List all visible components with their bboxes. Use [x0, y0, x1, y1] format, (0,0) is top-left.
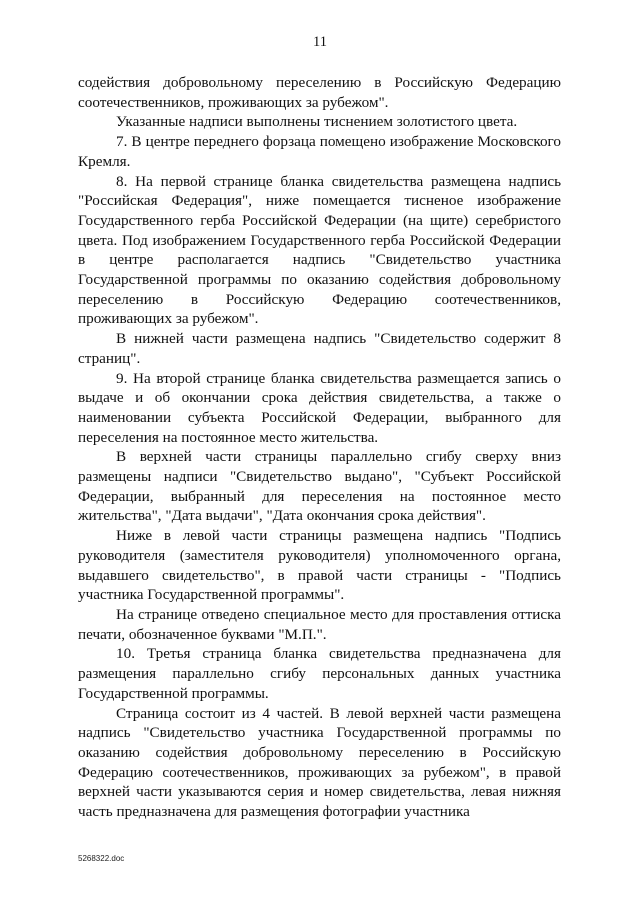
paragraph-stamp-place: На странице отведено специальное место для проставления оттиска печати, обозначенное буквами "М.П.". — [78, 605, 561, 643]
document-body — [78, 73, 561, 822]
paragraph-signatures: Ниже в левой части страницы размещена надпись "Подпись руководителя (заместителя руководителя) уполномоченного органа, выдавшего свидетельство", в правой части страницы - "Подпись участника Государственной программы". — [78, 527, 561, 604]
paragraph-upper-inscriptions: В верхней части страницы параллельно сгибу сверху вниз размещены надписи "Свидетельство выдано", "Субъект Российской Федерации, выбранный для переселения на постоянное место жительства", "Дата выдачи", "Дата окончания срока действия". — [78, 448, 561, 525]
page-number: 11 — [313, 34, 327, 50]
paragraph-item-7: 7. В центре переднего форзаца помещено изображение Московского Кремля. — [78, 133, 561, 170]
document-file-reference: 5268322.doc — [78, 854, 125, 863]
paragraph-item-9: 9. На второй странице бланка свидетельства размещается запись о выдаче и об окончании срока действия свидетельства, а также о наименовании субъекта Российской Федерации, выбранного для переселения на постоянное место жительства. — [78, 369, 561, 446]
paragraph-page-parts: Страница состоит из 4 частей. В левой верхней части размещена надпись "Свидетельство участника Государственной программы по оказанию содействия добровольному переселению в Российскую Федерацию соотечественников, проживающих за рубежом", в правой верхней части указываются серия и номер свидетельства, левая нижняя часть предназначена для размещения фотографии участника — [78, 704, 561, 821]
paragraph-item-8: 8. На первой странице бланка свидетельства размещена надпись "Российская Федерация", ниже помещается тисненое изображение Государственного герба Российской Федерации (на щите) серебристого цвета. Под изображением Государственного герба Российской Федерации в центре располагается надпись "Свидетельство участника Государственной программы по оказанию содействия добровольному переселению в Российскую Федерацию соотечественников, проживающих за рубежом". — [78, 172, 561, 328]
paragraph-item-10: 10. Третья страница бланка свидетельства предназначена для размещения параллельно сгибу персональных данных участника Государственной программы. — [78, 645, 561, 702]
paragraph-continuation: содействия добровольному переселению в Российскую Федерацию соотечественников, проживающих за рубежом". — [78, 74, 561, 111]
paragraph-inscriptions-gold: Указанные надписи выполнены тиснением золотистого цвета. — [116, 113, 518, 131]
paragraph-pages-count: В нижней части размещена надпись "Свидетельство содержит 8 страниц". — [78, 330, 561, 367]
